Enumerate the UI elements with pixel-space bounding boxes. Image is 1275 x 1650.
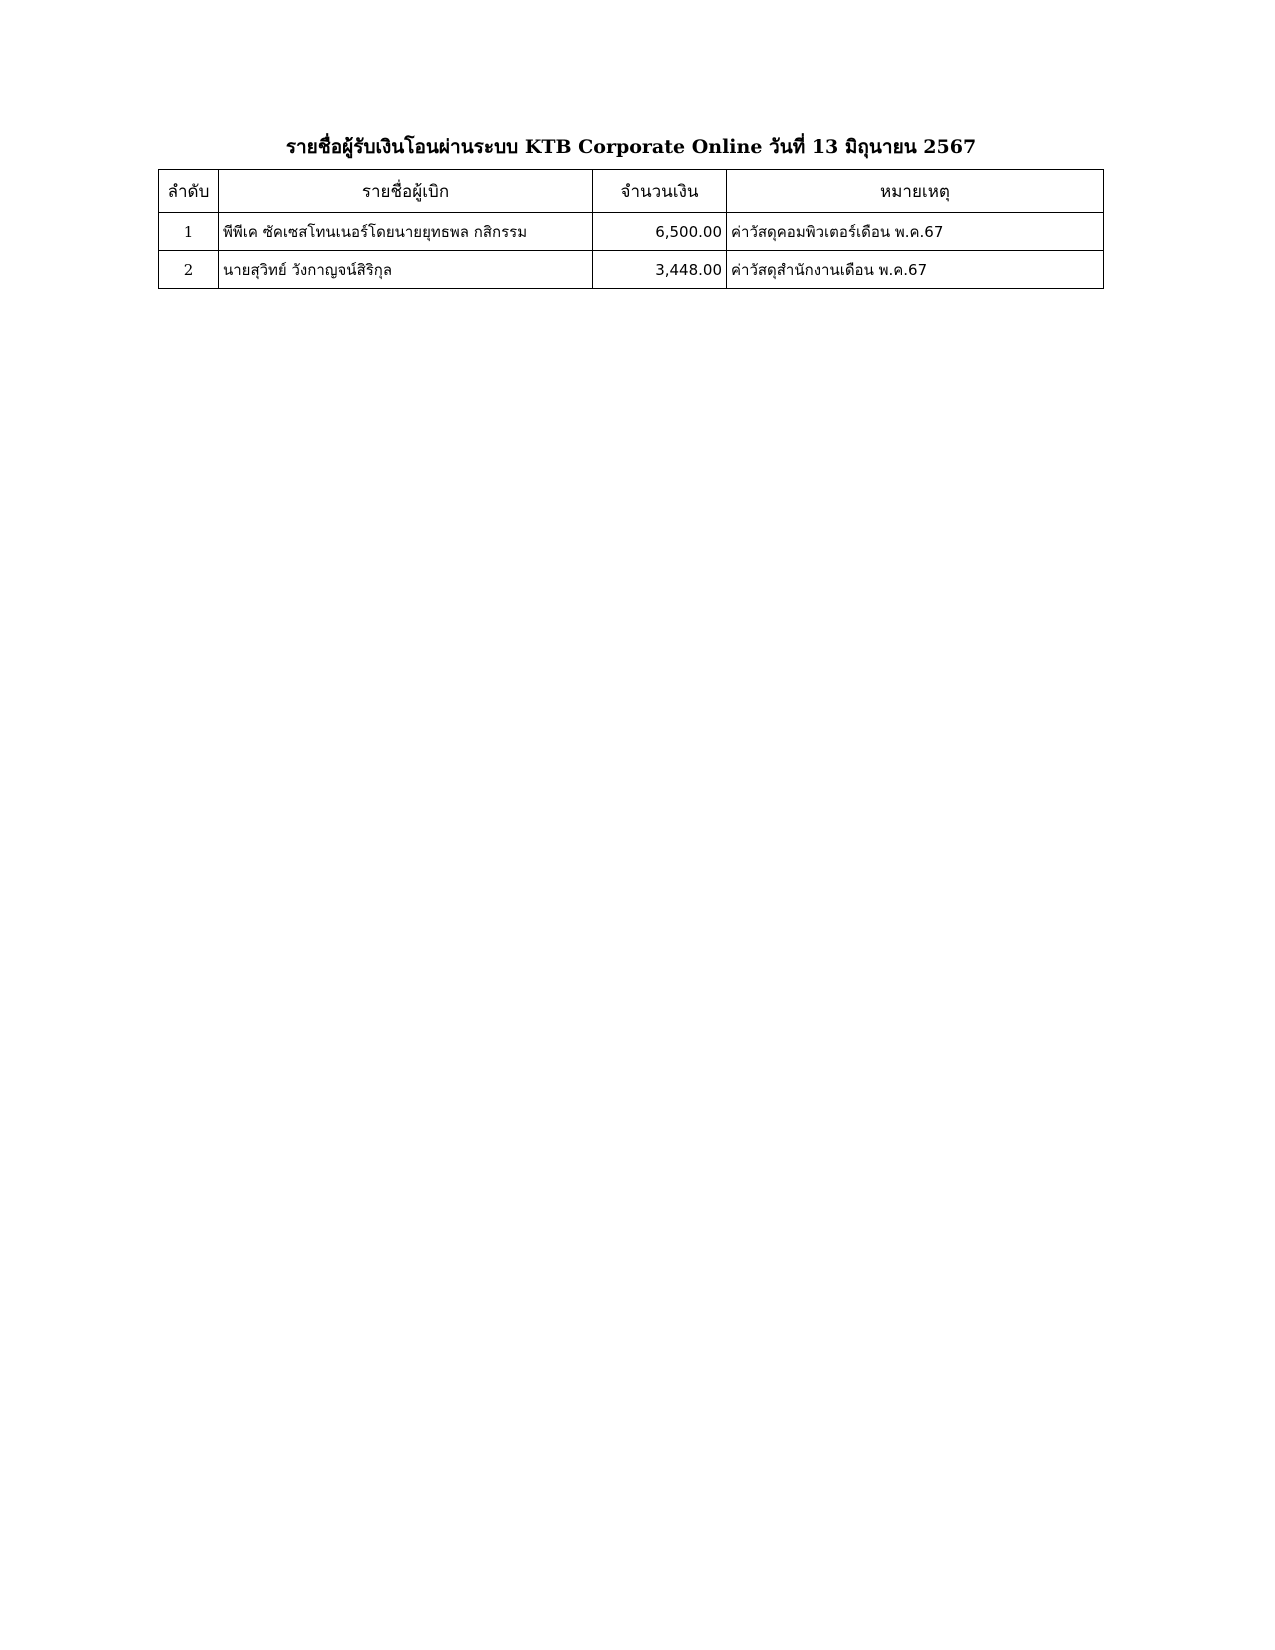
header-no: ลำดับ	[159, 170, 219, 213]
row-number: 2	[159, 251, 219, 289]
document-title: รายชื่อผู้รับเงินโอนผ่านระบบ KTB Corporate Online วันที่ 13 มิถุนายน 2567	[285, 136, 977, 158]
amount: 3,448.00	[593, 251, 727, 289]
header-name: รายชื่อผู้เบิก	[219, 170, 593, 213]
header-amount: จำนวนเงิน	[593, 170, 727, 213]
table-header-row	[159, 170, 1104, 213]
header-note: หมายเหตุ	[727, 170, 1104, 213]
payee-table	[158, 169, 1104, 289]
payee-name: พีพีเค ซัคเซสโทนเนอร์โดยนายยุทธพล กสิกรรม	[219, 213, 593, 251]
payee-name: นายสุวิทย์ วังกาญจน์สิริกุล	[219, 251, 593, 289]
amount: 6,500.00	[593, 213, 727, 251]
table-row	[159, 251, 1104, 289]
remark: ค่าวัสดุสำนักงานเดือน พ.ค.67	[727, 251, 1104, 289]
row-number: 1	[159, 213, 219, 251]
table-row	[159, 213, 1104, 251]
remark: ค่าวัสดุคอมพิวเตอร์เดือน พ.ค.67	[727, 213, 1104, 251]
